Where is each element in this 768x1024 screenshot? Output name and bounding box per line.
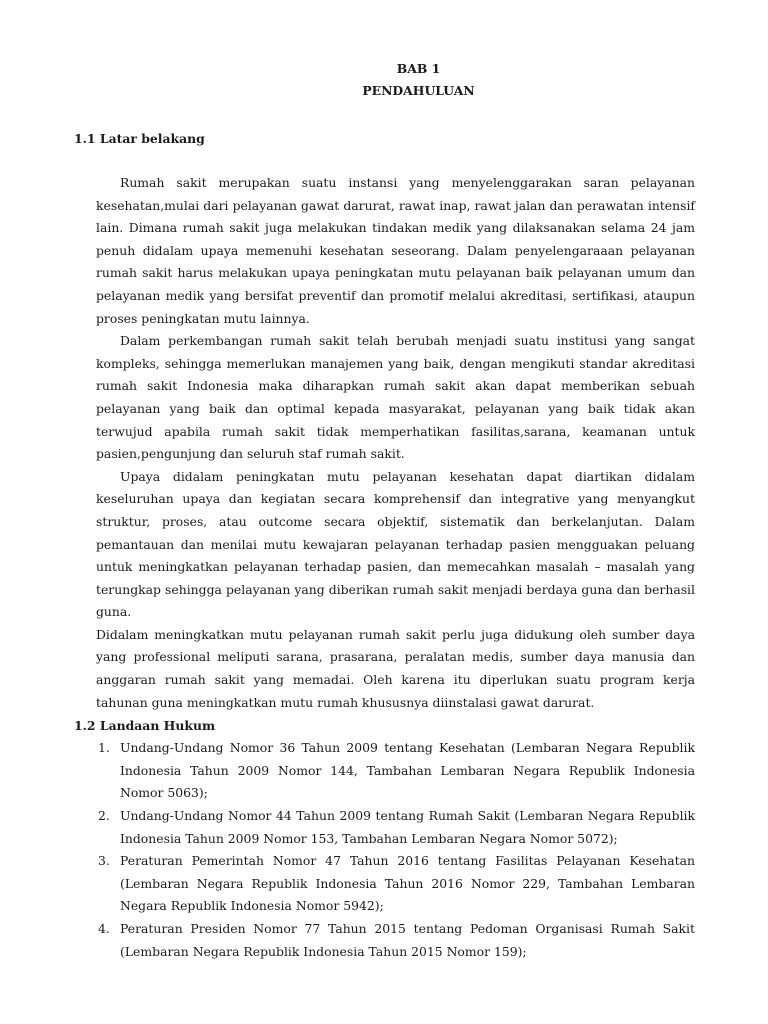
- list-item: [96, 850, 695, 918]
- list-item: [96, 918, 695, 963]
- list-number: 4.: [98, 921, 110, 936]
- legal-basis-list: [96, 737, 695, 963]
- list-number: 2.: [98, 808, 110, 824]
- list-item-text: Undang-Undang Nomor 36 Tahun 2009 tentang Kesehatan (Lembaran Negara Republik Indonesia Tahun 2009 Nomor 144, Tambahan Lembaran Negara Republik Indonesia Nomor 5063);: [120, 740, 695, 801]
- list-number: 3.: [98, 853, 110, 869]
- paragraph: Rumah sakit merupakan suatu instansi yang menyelenggarakan saran pelayanan kesehatan,mulai dari pelayanan gawat darurat, rawat inap, rawat jalan dan perawatan intensif lain. Dimana rumah sakit juga melakukan tindakan medik yang dilaksanakan selama 24 jam penuh didalam upaya memenuhi kesehatan seseorang. Dalam penyelengaraaan pelayanan rumah sakit harus melakukan upaya peningkatan mutu pelayanan baik pelayanan umum dan pelayanan medik yang bersifat preventif dan promotif melalui akreditasi, sertifikasi, ataupun proses peningkatan mutu lainnya.: [96, 175, 695, 326]
- list-number: 1.: [98, 740, 110, 756]
- list-item-text: Undang-Undang Nomor 44 Tahun 2009 tentang Rumah Sakit (Lembaran Negara Republik Indonesia Tahun 2009 Nomor 153, Tambahan Lembaran Negara Nomor 5072);: [120, 808, 695, 846]
- list-item-text: Peraturan Pemerintah Nomor 47 Tahun 2016 tentang Fasilitas Pelayanan Kesehatan (Lembaran Negara Republik Indonesia Tahun 2016 Nomor 229, Tambahan Lembaran Negara Republik Indonesia Nomor 5942);: [120, 853, 695, 914]
- list-item: [96, 805, 695, 850]
- list-item-text: Peraturan Presiden Nomor 77 Tahun 2015 tentang Pedoman Organisasi Rumah Sakit (Lembaran Negara Republik Indonesia Tahun 2015 Nomor 159);: [120, 921, 695, 959]
- section-heading-latar-belakang: 1.1 Latar belakang: [74, 131, 205, 146]
- section-heading-landasan-hukum: 1.2 Landaan Hukum: [74, 718, 216, 734]
- paragraph: Upaya didalam peningkatan mutu pelayanan kesehatan dapat diartikan didalam keseluruhan upaya dan kegiatan secara komprehensif dan integrative yang menyangkut struktur, proses, atau outcome secara objektif, sistematik dan berkelanjutan. Dalam pemantauan dan menilai mutu kewajaran pelayanan terhadap pasien mengguakan peluang untuk meningkatkan pelayanan terhadap pasien, dan memecahkan masalah – masalah yang terungkap sehingga pelayanan yang diberikan rumah sakit menjadi berdaya guna dan berhasil guna.: [96, 468, 695, 620]
- paragraph: Didalam meningkatkan mutu pelayanan rumah sakit perlu juga didukung oleh sumber daya yang professional meliputi sarana, prasarana, peralatan medis, sumber daya manusia dan anggaran rumah sakit yang memadai. Oleh karena itu diperlukan suatu program kerja tahunan guna meningkatkan mutu rumah khususnya diinstalasi gawat darurat.: [96, 626, 695, 710]
- paragraph: Dalam perkembangan rumah sakit telah berubah menjadi suatu institusi yang sangat kompleks, sehingga memerlukan manajemen yang baik, dengan mengikuti standar akreditasi rumah sakit Indonesia maka diharapkan rumah sakit akan dapat memberikan sebuah pelayanan yang baik dan optimal kepada masyarakat, pelayanan yang baik tidak akan terwujud apabila rumah sakit tidak memperhatikan fasilitas,sarana, keamanan untuk pasien,pengunjung dan seluruh staf rumah sakit.: [96, 333, 695, 462]
- list-item: [96, 737, 695, 805]
- chapter-title: PENDAHULUAN: [362, 83, 475, 98]
- chapter-number: BAB 1: [396, 61, 441, 76]
